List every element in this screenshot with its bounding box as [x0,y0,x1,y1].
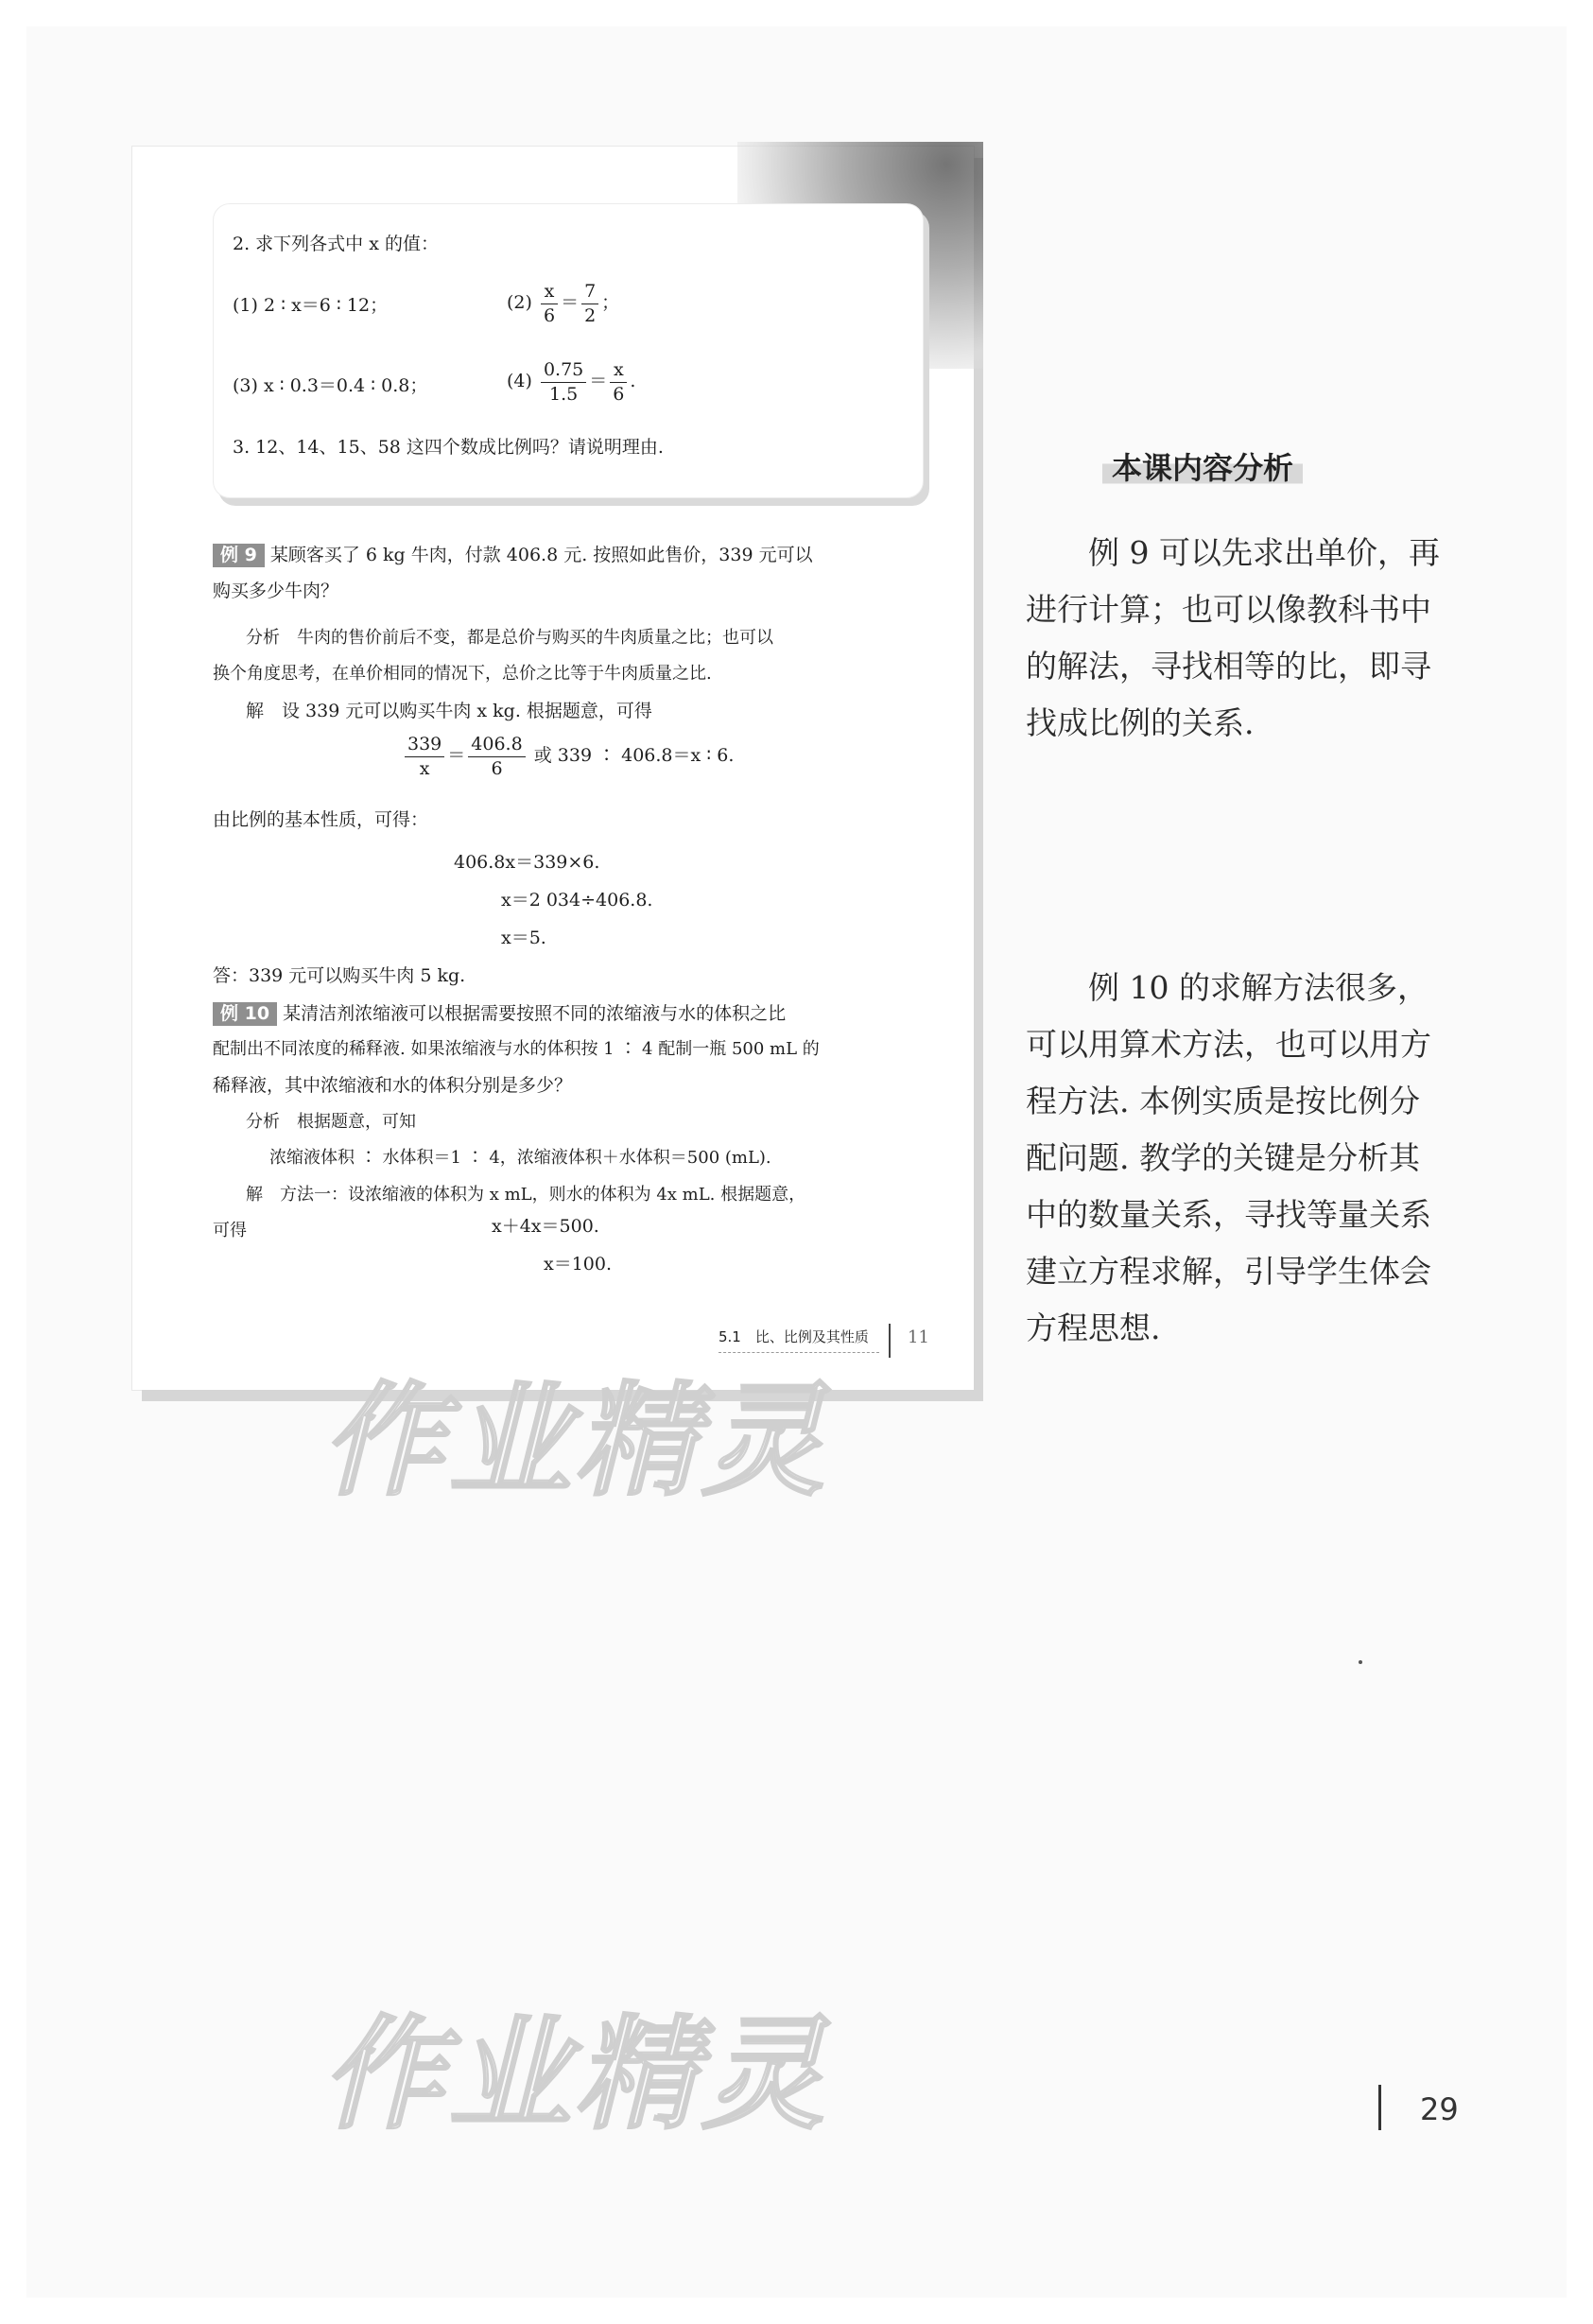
paragraph-line: 建立方程求解，引导学生体会 [1026,1253,1431,1290]
example-9-step3: x＝5. [501,928,546,948]
example-9-step1: 406.8x＝339×6. [454,852,600,873]
example-9-analysis2: 换个角度思考，在单价相同的情况下，总价之比等于牛肉质量之比. [213,664,712,684]
paragraph-line: 进行计算；也可以像教科书中 [1026,591,1431,628]
question-2-1: (1) 2 ∶ x＝6 ∶ 12； [233,295,389,316]
paragraph-line: 方程思想. [1026,1309,1161,1346]
book-section-label: 5.1 比、比例及其性质 [719,1328,869,1345]
exercise-box [213,203,924,498]
question-2-4: (4) $\frac{0.75}{1.5}$ ＝ $\frac{x}{6}$ . [507,359,636,405]
textbook-page-image [132,147,974,1390]
watermark-top: 作业精灵 [321,1369,829,1513]
example-9-property: 由比例的基本性质，可得： [213,809,429,830]
question-2-3: (3) x ∶ 0.3＝0.4 ∶ 0.8； [233,375,428,396]
fraction: $\frac{339}{x}$ [405,733,444,780]
fraction: $\frac{x}{6}$ [610,358,627,406]
example-10-line1: 例 10 某清洁剂浓缩液可以根据需要按照不同的浓缩液与水的体积之比 [213,1002,786,1026]
fraction: $\frac{7}{2}$ [581,280,598,327]
fraction: $\frac{x}{6}$ [541,280,558,327]
example-10-line3: 稀释液，其中浓缩液和水的体积分别是多少？ [213,1075,573,1096]
example-10-solution1: 解 方法一：设浓缩液的体积为 x mL，则水的体积为 4x mL. 根据题意， [246,1185,806,1205]
example-10-solution2: 可得 [213,1221,247,1240]
page-number-divider [1378,2085,1381,2130]
question-3: 3. 12、14、15、58 这四个数成比例吗？请说明理由. [233,437,664,458]
example-9-line2: 购买多少牛肉？ [213,581,339,601]
question-2-title: 2. 求下列各式中 x 的值： [233,234,439,254]
example-9-tag: 例 9 [213,544,265,567]
example-9-equation: $\frac{339}{x}$ ＝ $\frac{406.8}{6}$ 或 339 ∶ 406.8＝x ∶ 6. [402,733,734,780]
question-2-2: (2) $\frac{x}{6}$ ＝ $\frac{7}{2}$ ； [507,281,620,326]
paragraph-line: 程方法. 本例实质是按比例分 [1026,1083,1420,1119]
paragraph-line: 配问题. 教学的关键是分析其 [1026,1139,1420,1176]
example-10-eq2: x＝100. [544,1254,613,1275]
example-9-analysis1: 分析 牛肉的售价前后不变，都是总价与购买的牛肉质量之比；也可以 [246,628,773,648]
example-10-relation: 浓缩液体积 ∶ 水体积＝1 ∶ 4，浓缩液体积＋水体积＝500 (mL). [269,1148,771,1168]
analysis-paragraph-2 [1026,960,1470,1357]
example-10-eq1: x＋4x＝500. [492,1216,599,1237]
example-10-tag: 例 10 [213,1002,277,1026]
watermark-bottom: 作业精灵 [321,2003,829,2146]
paragraph-line: 找成比例的关系. [1026,704,1255,741]
fraction: $\frac{406.8}{6}$ [468,733,525,780]
example-10-line2: 配制出不同浓度的稀释液. 如果浓缩液与水的体积按 1 ∶ 4 配制一瓶 500 mL 的 [213,1039,820,1059]
paragraph-line: 可以用算术方法，也可以用方 [1026,1026,1431,1063]
analysis-paragraph-1 [1026,525,1470,752]
paragraph-line: 中的数量关系，寻找等量关系 [1026,1196,1431,1233]
stray-dot [1359,1660,1362,1664]
book-page-number: 11 [908,1327,929,1347]
paragraph-line: 例 9 可以先求出单价，再 [1088,534,1440,571]
paragraph-line: 的解法，寻找相等的比，即寻 [1026,648,1431,685]
fraction: $\frac{0.75}{1.5}$ [541,358,586,406]
footer-divider [889,1324,891,1358]
example-9-step2: x＝2 034÷406.8. [501,890,653,911]
example-10-analysis: 分析 根据题意，可知 [246,1112,416,1132]
example-9-answer: 答：339 元可以购买牛肉 5 kg. [213,965,466,986]
paragraph-line: 例 10 的求解方法很多， [1088,969,1429,1006]
example-9-line1: 例 9 某顾客买了 6 kg 牛肉，付款 406.8 元. 按照如此售价，339 元可以 [213,544,813,567]
example-9-solution: 解 设 339 元可以购买牛肉 x kg. 根据题意，可得 [246,701,652,721]
section-heading: 本课内容分析 [1102,444,1303,488]
page-number: 29 [1420,2091,1459,2127]
